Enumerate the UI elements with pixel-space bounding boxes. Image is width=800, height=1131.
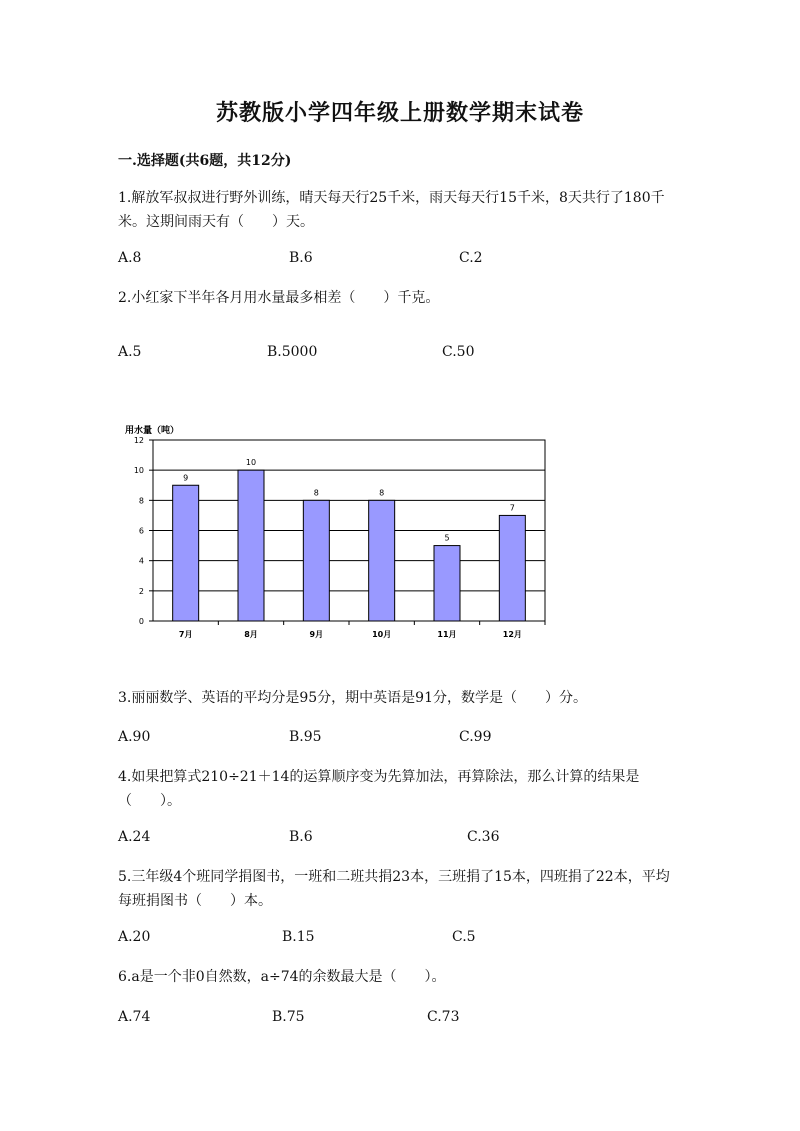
chart-y-tick-label: 4 bbox=[138, 556, 144, 566]
q6-option-c[interactable]: C.73 bbox=[427, 1009, 460, 1025]
chart-y-tick-label: 2 bbox=[138, 586, 144, 596]
q2-option-b[interactable]: B.5000 bbox=[267, 344, 318, 360]
chart-bar bbox=[238, 470, 264, 621]
page-title: 苏教版小学四年级上册数学期末试卷 bbox=[215, 100, 584, 126]
chart-bar bbox=[303, 500, 329, 621]
q6-option-b[interactable]: B.75 bbox=[272, 1009, 305, 1025]
q4-option-b[interactable]: B.6 bbox=[289, 829, 313, 845]
q5-option-a[interactable]: A.20 bbox=[118, 929, 151, 945]
chart-data-label: 8 bbox=[379, 488, 385, 498]
q5-option-b[interactable]: B.15 bbox=[282, 929, 315, 945]
q2-option-c[interactable]: C.50 bbox=[442, 344, 475, 360]
q1-option-b[interactable]: B.6 bbox=[289, 250, 313, 266]
chart-y-tick-label: 12 bbox=[133, 436, 144, 445]
q1-option-c[interactable]: C.2 bbox=[459, 250, 483, 266]
question-2: 2.小红家下半年各月用水量最多相差（ ）千克。 bbox=[118, 290, 440, 306]
chart-data-label: 7 bbox=[509, 503, 515, 513]
water-usage-bar-chart bbox=[110, 415, 560, 650]
q2-option-a[interactable]: A.5 bbox=[118, 344, 142, 360]
chart-x-tick-label: 8月 bbox=[244, 630, 258, 639]
question-5: 5.三年级4个班同学捐图书，一班和二班共捐23本，三班捐了15本，四班捐了22本，平均每班捐图书（ ）本。 bbox=[118, 869, 670, 909]
question-1: 1.解放军叔叔进行野外训练，晴天每天行25千米，雨天每天行15千米，8天共行了180千米。这期间雨天有（ ）天。 bbox=[118, 190, 665, 230]
q6-option-a[interactable]: A.74 bbox=[118, 1009, 151, 1025]
q4-option-c[interactable]: C.36 bbox=[467, 829, 500, 845]
chart-x-tick-label: 10月 bbox=[372, 630, 392, 639]
chart-x-tick-label: 9月 bbox=[309, 630, 324, 639]
chart-bar bbox=[369, 500, 395, 621]
q3-option-a[interactable]: A.90 bbox=[118, 729, 151, 745]
chart-data-label: 9 bbox=[183, 473, 189, 483]
chart-bar bbox=[434, 546, 460, 621]
chart-x-tick-label: 11月 bbox=[437, 630, 457, 639]
chart-bar bbox=[499, 515, 525, 621]
chart-data-label: 10 bbox=[245, 458, 257, 468]
chart-y-axis-label: 用水量（吨） bbox=[125, 426, 180, 436]
question-3: 3.丽丽数学、英语的平均分是95分，期中英语是91分，数学是（ ）分。 bbox=[118, 690, 587, 706]
chart-y-tick-label: 10 bbox=[133, 466, 144, 476]
chart-bar bbox=[173, 485, 199, 621]
chart-x-tick-label: 7月 bbox=[178, 630, 193, 639]
q4-option-a[interactable]: A.24 bbox=[118, 829, 151, 845]
chart-y-tick-label: 6 bbox=[138, 526, 144, 536]
question-4: 4.如果把算式210÷21＋14的运算顺序变为先算加法，再算除法，那么计算的结果是（ ）。 bbox=[118, 769, 640, 809]
chart-x-tick-label: 12月 bbox=[502, 630, 522, 639]
q3-option-c[interactable]: C.99 bbox=[459, 729, 492, 745]
chart-y-tick-label: 0 bbox=[138, 617, 144, 626]
chart-data-label: 5 bbox=[444, 533, 450, 543]
q5-option-c[interactable]: C.5 bbox=[452, 929, 476, 945]
question-6: 6.a是一个非0自然数，a÷74的余数最大是（ ）。 bbox=[118, 969, 446, 985]
chart-y-tick-label: 8 bbox=[138, 496, 144, 506]
chart-data-label: 8 bbox=[313, 488, 319, 498]
q3-option-b[interactable]: B.95 bbox=[289, 729, 322, 745]
section-heading: 一.选择题(共6题，共12分) bbox=[118, 153, 292, 169]
q1-option-a[interactable]: A.8 bbox=[118, 250, 142, 266]
